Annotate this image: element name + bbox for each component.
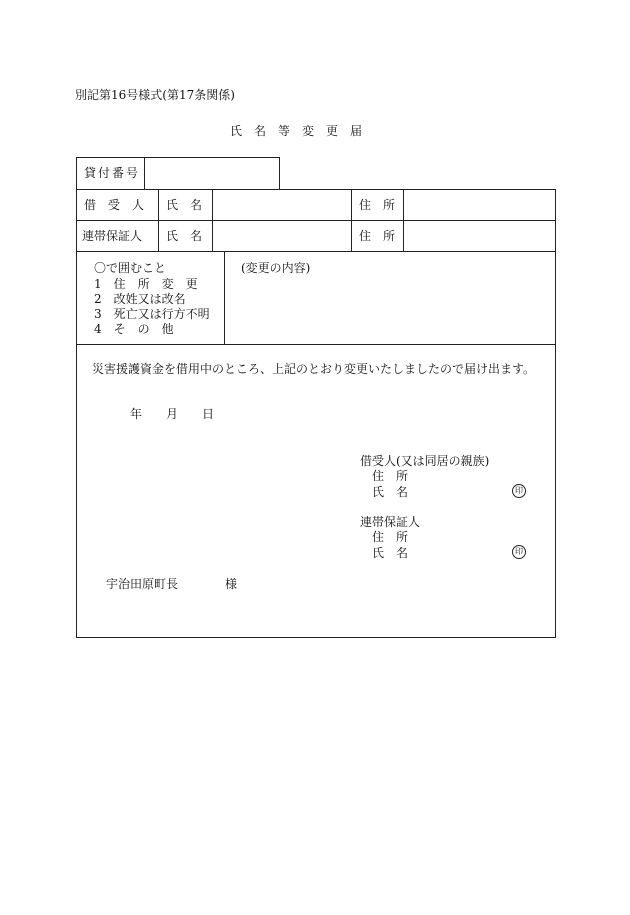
borrower-signature-address-label: 住 所	[372, 469, 409, 483]
borrower-signature-heading: 借受人(又は同居の親族)	[360, 454, 490, 468]
address-label-divider	[403, 189, 404, 251]
person-label-divider	[158, 189, 159, 251]
options-divider	[224, 251, 225, 344]
guarantor-seal-icon: 印	[512, 545, 526, 559]
loan-number-label: 貸付番号	[84, 166, 141, 180]
frame-top-border	[76, 189, 556, 190]
row-divider-2	[76, 251, 556, 252]
name-label-divider	[212, 189, 213, 251]
name-value-divider	[351, 189, 352, 251]
loan-box-divider	[144, 157, 145, 189]
row-divider-1	[76, 220, 556, 221]
guarantor-address-label: 住 所	[359, 229, 396, 243]
frame-left-border	[76, 157, 77, 637]
form-title: 氏 名 等 変 更 届	[230, 124, 363, 138]
option-death-missing: 3 死亡又は行方不明	[94, 307, 210, 321]
option-surname-name-change: 2 改姓又は改名	[94, 292, 186, 306]
frame-bottom-border	[76, 637, 556, 638]
row-divider-3	[76, 344, 556, 345]
borrower-address-label: 住 所	[359, 198, 396, 212]
recipient-honorific: 様	[225, 577, 238, 591]
option-address-change: 1 住 所 変 更	[94, 277, 198, 291]
guarantor-label: 連帯保証人	[82, 229, 143, 243]
change-content-label: (変更の内容)	[241, 261, 311, 275]
borrower-signature-name-label: 氏 名	[372, 485, 409, 499]
frame-right-border	[555, 189, 556, 637]
borrower-name-label: 氏 名	[166, 198, 203, 212]
recipient-mayor: 宇治田原町長	[106, 577, 179, 591]
borrower-seal-icon: 印	[512, 484, 526, 498]
guarantor-signature-heading: 連帯保証人	[360, 515, 421, 529]
loan-box-right-border	[279, 157, 280, 189]
option-other: 4 そ の 他	[94, 322, 174, 336]
circle-instruction: 〇で囲むこと	[94, 261, 167, 275]
borrower-label: 借 受 人	[84, 198, 145, 212]
declaration-date: 年 月 日	[130, 407, 215, 421]
guarantor-name-label: 氏 名	[166, 229, 203, 243]
declaration-statement: 災害援護資金を借用中のところ、上記のとおり変更いたしましたので届け出ます。	[92, 362, 536, 376]
loan-box-top-border	[76, 157, 279, 158]
guarantor-signature-address-label: 住 所	[372, 530, 409, 544]
guarantor-signature-name-label: 氏 名	[372, 546, 409, 560]
form-number-caption: 別記第16号様式(第17条関係)	[75, 88, 235, 102]
